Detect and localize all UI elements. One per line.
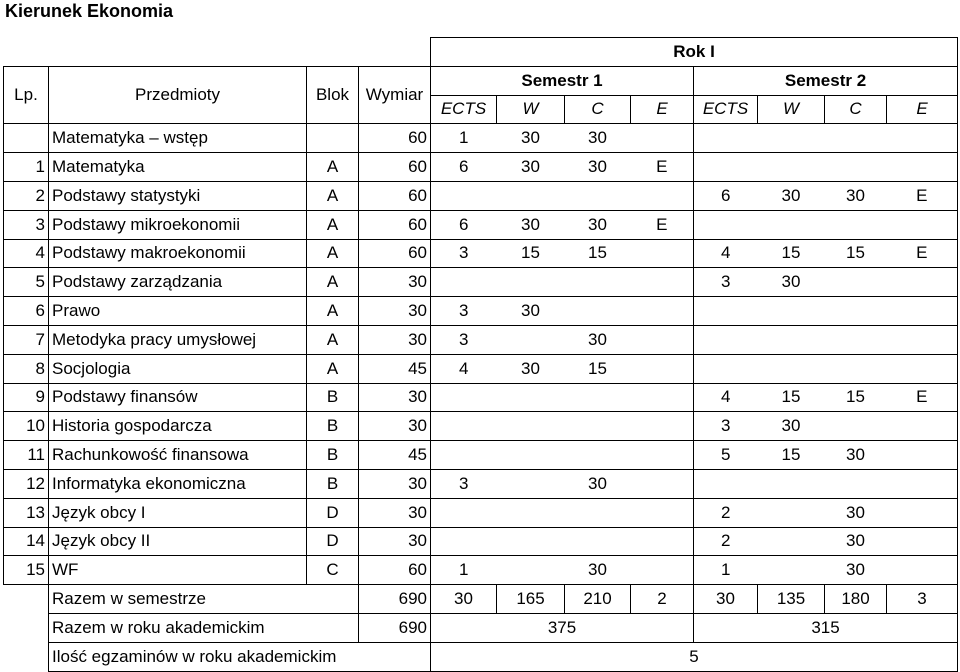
row-s2-cell: 5 <box>694 441 758 470</box>
row-subject: Historia gospodarcza <box>49 412 307 441</box>
row-s1-cell <box>497 469 565 498</box>
row-s2-cell <box>694 325 758 354</box>
row-s2-cell <box>825 153 887 182</box>
row-s2-cell: 30 <box>825 441 887 470</box>
row-s1-cell <box>565 268 631 297</box>
header-row-rok <box>4 38 958 67</box>
row-s2-cell <box>758 469 825 498</box>
row-s2-cell: 30 <box>825 181 887 210</box>
table-row <box>4 297 958 326</box>
row-lp: 11 <box>4 441 49 470</box>
row-s1-cell: 30 <box>497 153 565 182</box>
row-lp: 7 <box>4 325 49 354</box>
row-s1-cell: 30 <box>565 153 631 182</box>
row-wymiar: 30 <box>359 498 431 527</box>
totals-rok-wymiar: 690 <box>359 613 431 642</box>
sub-header-w-2: W <box>758 95 825 124</box>
sub-header-ects-2: ECTS <box>694 95 758 124</box>
row-s2-cell <box>694 153 758 182</box>
row-s2-cell <box>694 469 758 498</box>
row-wymiar: 30 <box>359 412 431 441</box>
row-subject: Podstawy finansów <box>49 383 307 412</box>
row-s2-cell <box>887 441 958 470</box>
blok-header: Blok <box>307 66 359 124</box>
row-s2-cell <box>825 469 887 498</box>
row-s2-cell <box>694 297 758 326</box>
row-s2-cell <box>694 354 758 383</box>
row-s1-cell <box>497 498 565 527</box>
row-s1-cell: 3 <box>431 469 497 498</box>
row-s2-cell <box>825 325 887 354</box>
lp-header: Lp. <box>4 66 49 124</box>
row-s1-cell <box>631 527 694 556</box>
row-lp: 6 <box>4 297 49 326</box>
row-s1-cell <box>565 297 631 326</box>
row-s2-cell: 4 <box>694 383 758 412</box>
table-row <box>4 153 958 182</box>
totals-s1-ects: 30 <box>431 585 497 614</box>
row-lp: 3 <box>4 210 49 239</box>
totals-s2-w: 135 <box>758 585 825 614</box>
row-lp: 10 <box>4 412 49 441</box>
row-s1-cell: 30 <box>497 297 565 326</box>
totals-semestr-row <box>4 585 958 614</box>
table-row <box>4 325 958 354</box>
header-row-main <box>4 66 958 95</box>
row-s2-cell <box>887 210 958 239</box>
row-s2-cell <box>825 412 887 441</box>
row-s2-cell <box>694 124 758 153</box>
table-row <box>4 469 958 498</box>
row-blok: A <box>307 239 359 268</box>
row-wymiar: 30 <box>359 325 431 354</box>
row-lp: 14 <box>4 527 49 556</box>
row-s1-cell <box>431 412 497 441</box>
row-subject: Metodyka pracy umysłowej <box>49 325 307 354</box>
row-s1-cell: E <box>631 210 694 239</box>
row-subject: WF <box>49 556 307 585</box>
row-wymiar: 30 <box>359 297 431 326</box>
row-s1-cell <box>631 325 694 354</box>
row-s1-cell <box>565 527 631 556</box>
row-s1-cell <box>631 124 694 153</box>
totals-s1-e: 2 <box>631 585 694 614</box>
row-s1-cell: 30 <box>497 354 565 383</box>
row-s2-cell: 6 <box>694 181 758 210</box>
row-lp: 9 <box>4 383 49 412</box>
row-s2-cell <box>887 527 958 556</box>
row-wymiar: 60 <box>359 210 431 239</box>
row-blok <box>307 124 359 153</box>
row-wymiar: 45 <box>359 354 431 383</box>
row-s1-cell: 30 <box>565 124 631 153</box>
totals-semestr-wymiar: 690 <box>359 585 431 614</box>
totals-rok-s1: 375 <box>431 613 694 642</box>
row-s2-cell: E <box>887 383 958 412</box>
row-s1-cell <box>631 239 694 268</box>
row-s1-cell <box>565 412 631 441</box>
row-blok: A <box>307 268 359 297</box>
row-s1-cell: 15 <box>497 239 565 268</box>
row-s1-cell <box>565 383 631 412</box>
row-s2-cell: 4 <box>694 239 758 268</box>
row-s1-cell <box>631 383 694 412</box>
row-s2-cell <box>825 268 887 297</box>
totals-rok-label: Razem w roku akademickim <box>49 613 359 642</box>
row-s1-cell <box>631 441 694 470</box>
row-s2-cell: 1 <box>694 556 758 585</box>
table-row <box>4 181 958 210</box>
row-subject: Podstawy statystyki <box>49 181 307 210</box>
row-s1-cell: 3 <box>431 325 497 354</box>
egzaminy-label: Ilość egzaminów w roku akademickim <box>49 642 431 671</box>
row-lp: 15 <box>4 556 49 585</box>
row-s1-cell: 4 <box>431 354 497 383</box>
row-s2-cell: 2 <box>694 527 758 556</box>
sub-header-c-2: C <box>825 95 887 124</box>
row-s1-cell <box>497 527 565 556</box>
row-s1-cell <box>565 498 631 527</box>
row-lp: 8 <box>4 354 49 383</box>
row-blok: A <box>307 325 359 354</box>
row-blok: A <box>307 181 359 210</box>
row-s1-cell: 15 <box>565 239 631 268</box>
table-row <box>4 239 958 268</box>
row-s1-cell <box>431 498 497 527</box>
row-s2-cell <box>887 412 958 441</box>
row-subject: Rachunkowość finansowa <box>49 441 307 470</box>
row-s2-cell <box>825 297 887 326</box>
curriculum-table <box>3 37 958 672</box>
egzaminy-row <box>4 642 958 671</box>
table-row <box>4 268 958 297</box>
row-s2-cell <box>758 124 825 153</box>
row-s1-cell <box>431 268 497 297</box>
row-subject: Matematyka <box>49 153 307 182</box>
totals-s2-ects: 30 <box>694 585 758 614</box>
row-s1-cell: 30 <box>565 325 631 354</box>
sub-header-ects-1: ECTS <box>431 95 497 124</box>
row-subject: Podstawy mikroekonomii <box>49 210 307 239</box>
totals-s1-c: 210 <box>565 585 631 614</box>
row-s2-cell: E <box>887 239 958 268</box>
row-s2-cell <box>758 556 825 585</box>
row-lp: 12 <box>4 469 49 498</box>
row-subject: Język obcy II <box>49 527 307 556</box>
row-s2-cell <box>758 210 825 239</box>
row-lp: 2 <box>4 181 49 210</box>
row-s2-cell <box>887 498 958 527</box>
row-wymiar: 60 <box>359 153 431 182</box>
row-s1-cell <box>497 383 565 412</box>
row-s2-cell <box>887 268 958 297</box>
row-subject: Prawo <box>49 297 307 326</box>
row-s2-cell: 3 <box>694 268 758 297</box>
row-s1-cell <box>631 498 694 527</box>
row-s1-cell: 30 <box>497 210 565 239</box>
row-lp <box>4 124 49 153</box>
row-wymiar: 60 <box>359 556 431 585</box>
row-subject: Podstawy zarządzania <box>49 268 307 297</box>
row-s2-cell <box>887 354 958 383</box>
row-wymiar: 60 <box>359 124 431 153</box>
row-blok: B <box>307 412 359 441</box>
sub-header-c-1: C <box>565 95 631 124</box>
row-s2-cell <box>825 210 887 239</box>
row-s1-cell <box>497 268 565 297</box>
row-blok: A <box>307 153 359 182</box>
semestr2-header: Semestr 2 <box>694 66 958 95</box>
row-s2-cell: 30 <box>758 412 825 441</box>
row-s2-cell <box>825 124 887 153</box>
totals-semestr-label: Razem w semestrze <box>49 585 359 614</box>
row-s2-cell: 30 <box>825 556 887 585</box>
row-blok: B <box>307 469 359 498</box>
row-blok: B <box>307 383 359 412</box>
row-s2-cell: 30 <box>758 181 825 210</box>
row-s1-cell: 15 <box>565 354 631 383</box>
row-s1-cell <box>565 441 631 470</box>
page-title: Kierunek Ekonomia <box>5 1 174 21</box>
row-s2-cell <box>825 354 887 383</box>
row-s1-cell <box>631 354 694 383</box>
row-s1-cell: 30 <box>497 124 565 153</box>
row-s1-cell <box>565 181 631 210</box>
row-wymiar: 30 <box>359 383 431 412</box>
row-blok: A <box>307 297 359 326</box>
row-s2-cell <box>887 556 958 585</box>
row-blok: D <box>307 527 359 556</box>
sub-header-w-1: W <box>497 95 565 124</box>
row-s2-cell <box>758 153 825 182</box>
egzaminy-value: 5 <box>431 642 958 671</box>
row-blok: D <box>307 498 359 527</box>
row-s1-cell: 1 <box>431 124 497 153</box>
row-s2-cell <box>887 153 958 182</box>
row-s2-cell <box>758 297 825 326</box>
row-blok: A <box>307 210 359 239</box>
row-blok: A <box>307 354 359 383</box>
przedmioty-header: Przedmioty <box>49 66 307 124</box>
row-s2-cell: 3 <box>694 412 758 441</box>
row-s1-cell <box>631 469 694 498</box>
row-s1-cell: 6 <box>431 210 497 239</box>
sub-header-e-2: E <box>887 95 958 124</box>
table-row <box>4 124 958 153</box>
semestr1-header: Semestr 1 <box>431 66 694 95</box>
row-s1-cell: E <box>631 153 694 182</box>
totals-rok-row <box>4 613 958 642</box>
totals-s2-e: 3 <box>887 585 958 614</box>
row-s1-cell: 1 <box>431 556 497 585</box>
row-s1-cell <box>631 181 694 210</box>
sub-header-e-1: E <box>631 95 694 124</box>
row-s2-cell: 15 <box>758 383 825 412</box>
row-s2-cell <box>758 527 825 556</box>
row-subject: Matematyka – wstęp <box>49 124 307 153</box>
table-row <box>4 527 958 556</box>
row-s1-cell <box>431 527 497 556</box>
row-s2-cell <box>887 469 958 498</box>
row-s1-cell <box>497 412 565 441</box>
row-s2-cell: 15 <box>758 441 825 470</box>
row-s2-cell <box>758 325 825 354</box>
row-s2-cell: 30 <box>825 527 887 556</box>
row-blok: C <box>307 556 359 585</box>
row-subject: Język obcy I <box>49 498 307 527</box>
totals-s2-c: 180 <box>825 585 887 614</box>
row-s1-cell <box>497 556 565 585</box>
row-lp: 5 <box>4 268 49 297</box>
row-lp: 13 <box>4 498 49 527</box>
totals-s1-w: 165 <box>497 585 565 614</box>
row-subject: Podstawy makroekonomii <box>49 239 307 268</box>
row-wymiar: 60 <box>359 181 431 210</box>
row-s1-cell: 30 <box>565 469 631 498</box>
row-wymiar: 30 <box>359 527 431 556</box>
table-row <box>4 556 958 585</box>
table-row <box>4 210 958 239</box>
row-wymiar: 30 <box>359 268 431 297</box>
row-s1-cell <box>631 556 694 585</box>
row-wymiar: 45 <box>359 441 431 470</box>
row-wymiar: 60 <box>359 239 431 268</box>
row-s2-cell <box>887 124 958 153</box>
row-s1-cell <box>631 268 694 297</box>
row-s2-cell <box>758 498 825 527</box>
wymiar-header: Wymiar <box>359 66 431 124</box>
row-subject: Informatyka ekonomiczna <box>49 469 307 498</box>
row-s2-cell <box>694 210 758 239</box>
row-s2-cell: 15 <box>758 239 825 268</box>
row-s1-cell: 3 <box>431 239 497 268</box>
table-row <box>4 498 958 527</box>
row-s2-cell: 15 <box>825 239 887 268</box>
table-row <box>4 412 958 441</box>
row-wymiar: 30 <box>359 469 431 498</box>
row-s1-cell <box>431 383 497 412</box>
table-row <box>4 354 958 383</box>
row-s1-cell: 30 <box>565 556 631 585</box>
row-s1-cell: 6 <box>431 153 497 182</box>
row-s2-cell <box>887 325 958 354</box>
row-lp: 4 <box>4 239 49 268</box>
row-s1-cell <box>497 181 565 210</box>
row-s2-cell: 2 <box>694 498 758 527</box>
row-s1-cell <box>431 441 497 470</box>
row-blok: B <box>307 441 359 470</box>
rok-header: Rok I <box>431 38 958 67</box>
row-s1-cell <box>631 412 694 441</box>
row-s1-cell: 30 <box>565 210 631 239</box>
row-s1-cell <box>631 297 694 326</box>
row-s1-cell <box>497 325 565 354</box>
row-s1-cell: 3 <box>431 297 497 326</box>
row-s2-cell <box>758 354 825 383</box>
table-row <box>4 441 958 470</box>
totals-rok-s2: 315 <box>694 613 958 642</box>
row-subject: Socjologia <box>49 354 307 383</box>
row-s1-cell <box>497 441 565 470</box>
row-s2-cell: 15 <box>825 383 887 412</box>
row-s1-cell <box>431 181 497 210</box>
row-s2-cell: E <box>887 181 958 210</box>
row-s2-cell: 30 <box>758 268 825 297</box>
table-row <box>4 383 958 412</box>
row-s2-cell <box>887 297 958 326</box>
row-lp: 1 <box>4 153 49 182</box>
row-s2-cell: 30 <box>825 498 887 527</box>
